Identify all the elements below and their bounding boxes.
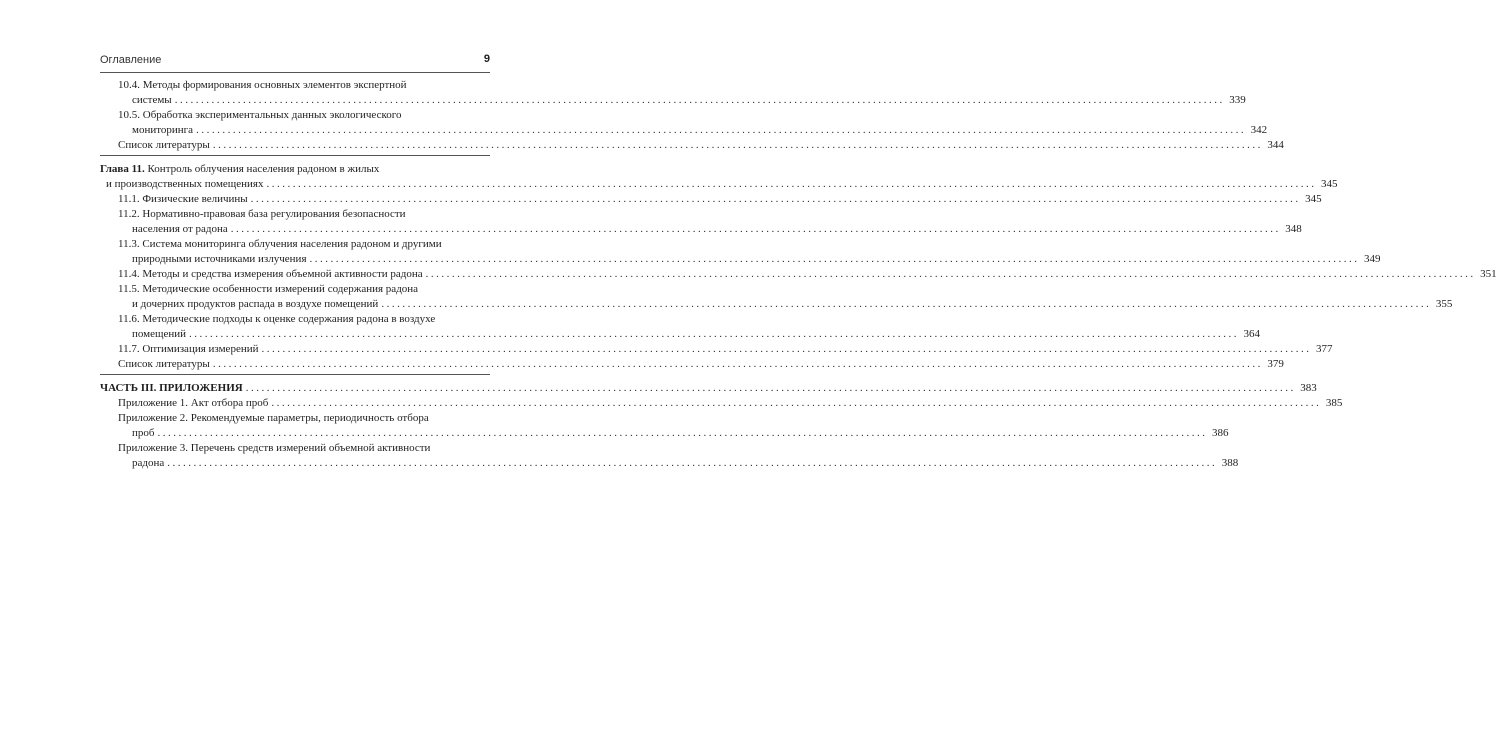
toc-page-number: 345	[1320, 178, 1338, 190]
part-title: ЧАСТЬ III. ПРИЛОЖЕНИЯ	[100, 382, 243, 394]
toc-page-number: 383	[1300, 382, 1317, 394]
toc-entry-title: 11.6. Методические подходы к оценке содержания радона в воздухе	[118, 313, 436, 325]
section-divider	[100, 155, 490, 156]
toc-page-number: 379	[1267, 358, 1284, 370]
dot-leader: ........................................................................................................................................................................................................	[266, 178, 1317, 190]
toc-entry-title: Список литературы	[118, 139, 210, 151]
toc-entry-title: Приложение 3. Перечень средств измерений объемной активности	[118, 442, 431, 454]
toc-entry-title: Список литературы	[118, 358, 210, 370]
dot-leader: ........................................................................................................................................................................................................	[212, 358, 1263, 370]
toc-entry-title: 11.4. Методы и средства измерения объемной активности радона	[118, 268, 423, 280]
dot-leader: ........................................................................................................................................................................................................	[196, 124, 1247, 136]
dot-leader: ........................................................................................................................................................................................................	[261, 343, 1312, 355]
toc-entry-title: 11.5. Методические особенности измерений содержания радона	[118, 283, 419, 295]
toc-page-number: 349	[1364, 253, 1381, 265]
dot-leader: ........................................................................................................................................................................................................	[157, 427, 1208, 439]
table-of-contents	[100, 78, 1497, 471]
toc-entry	[100, 267, 1497, 282]
toc-entry	[100, 282, 1453, 312]
toc-part	[100, 381, 1317, 396]
toc-entry	[100, 108, 1268, 138]
toc-entry-title: Приложение 2. Рекомендуемые параметры, периодичность отбора	[118, 412, 429, 424]
toc-page-number: 355	[1435, 298, 1453, 310]
dot-leader: ........................................................................................................................................................................................................	[245, 382, 1296, 394]
chapter-title-continuation: и производственных помещениях	[106, 178, 264, 190]
dot-leader: ........................................................................................................................................................................................................	[250, 193, 1301, 205]
dot-leader: ........................................................................................................................................................................................................	[230, 223, 1281, 235]
chapter-title: Контроль облучения населения радоном в жилых	[144, 163, 380, 175]
chapter-label: Глава 11.	[100, 163, 145, 175]
toc-entry-continuation: и дочерних продуктов распада в воздухе помещений	[132, 298, 379, 310]
toc-entry-title: 11.1. Физические величины	[118, 193, 248, 205]
toc-entry-title: 11.7. Оптимизация измерений	[118, 343, 259, 355]
toc-entry	[100, 342, 1333, 357]
toc-entry	[100, 357, 1284, 372]
toc-page-number: 377	[1316, 343, 1333, 355]
toc-page-number: 385	[1325, 397, 1343, 409]
dot-leader: ........................................................................................................................................................................................................	[167, 457, 1218, 469]
toc-entry	[100, 396, 1343, 411]
toc-entry	[100, 441, 1239, 471]
toc-entry	[100, 312, 1261, 342]
toc-entry-title: 10.4. Методы формирования основных элементов экспертной	[118, 79, 407, 91]
toc-page-number: 342	[1250, 124, 1268, 136]
page-number: 9	[483, 53, 490, 65]
toc-entry-title: 11.3. Система мониторинга облучения населения радоном и другими	[118, 238, 442, 250]
toc-page-number: 344	[1267, 139, 1284, 151]
running-title: Оглавление	[100, 54, 162, 66]
toc-entry-continuation: мониторинга	[132, 124, 194, 136]
toc-page-number: 351	[1480, 268, 1497, 280]
section-divider	[100, 374, 490, 375]
toc-entry	[100, 207, 1302, 237]
toc-entry	[100, 237, 1381, 267]
toc-entry-continuation: проб	[132, 427, 155, 439]
dot-leader: ........................................................................................................................................................................................................	[174, 94, 1225, 106]
toc-page-number: 364	[1243, 328, 1261, 340]
dot-leader: ........................................................................................................................................................................................................	[212, 139, 1263, 151]
toc-entry-title: Приложение 1. Акт отбора проб	[118, 397, 269, 409]
toc-page-number: 348	[1285, 223, 1302, 235]
toc-page-number: 386	[1211, 427, 1229, 439]
toc-page-number: 345	[1305, 193, 1322, 205]
toc-entry	[100, 192, 1322, 207]
toc-entry-continuation: системы	[132, 94, 172, 106]
toc-entry-continuation: радона	[132, 457, 165, 469]
toc-page-number: 339	[1229, 94, 1246, 106]
toc-entry	[100, 138, 1284, 153]
dot-leader: ........................................................................................................................................................................................................	[381, 298, 1432, 310]
toc-entry	[100, 411, 1229, 441]
toc-entry-continuation: помещений	[132, 328, 187, 340]
dot-leader: ........................................................................................................................................................................................................	[425, 268, 1476, 280]
toc-entry-title: 10.5. Обработка экспериментальных данных экологического	[118, 109, 402, 121]
dot-leader: ........................................................................................................................................................................................................	[271, 397, 1322, 409]
running-header	[100, 48, 490, 73]
toc-entry-continuation: населения от радона	[132, 223, 228, 235]
toc-chapter	[100, 162, 1338, 192]
toc-entry-title: 11.2. Нормативно-правовая база регулирования безопасности	[118, 208, 406, 220]
toc-entry-continuation: природными источниками излучения	[132, 253, 307, 265]
dot-leader: ........................................................................................................................................................................................................	[189, 328, 1240, 340]
dot-leader: ........................................................................................................................................................................................................	[309, 253, 1360, 265]
toc-entry	[100, 78, 1246, 108]
toc-page-number: 388	[1221, 457, 1239, 469]
